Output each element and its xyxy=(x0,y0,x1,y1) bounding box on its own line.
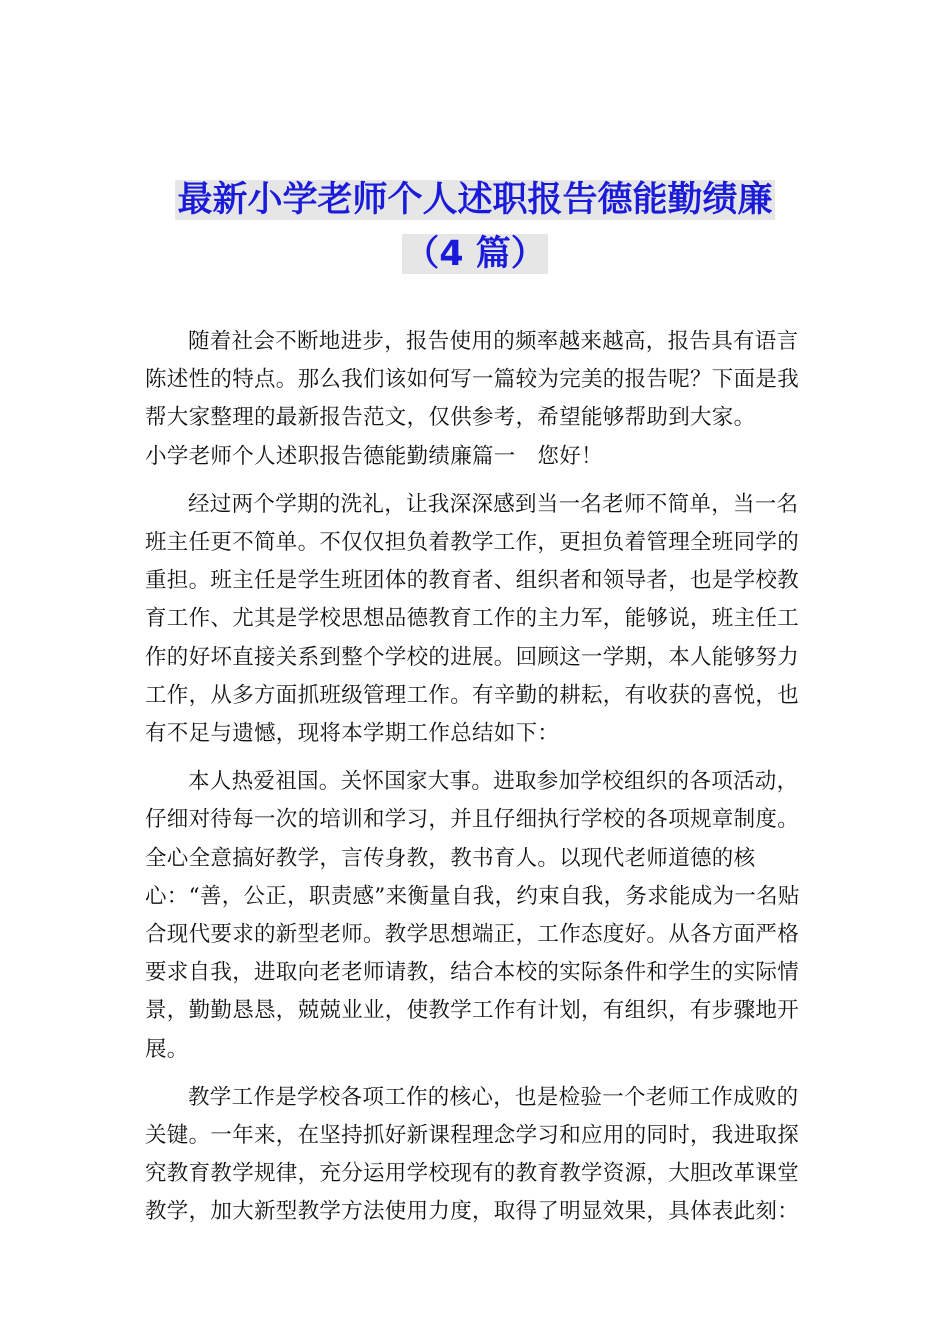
document-title-line-1 xyxy=(140,174,810,226)
paragraph-section-heading: 小学老师个人述职报告德能勤绩廉篇一 您好！ xyxy=(145,443,603,469)
document-title-line-2 xyxy=(140,228,810,280)
title-text-2: （4 篇） xyxy=(404,234,546,274)
title-text-1: 最新小学老师个人述职报告德能勤绩廉 xyxy=(177,180,773,220)
paragraph-body-2: 本人热爱祖国。关怀国家大事。进取参加学校组织的各项活动，仔细对待每一次的培训和学习，并且仔细执行学校的各项规章制度。全心全意搞好教学，言传身教，教书育人。以现代老师道德的核心：“善，公正，职责感”来衡量自我，约束自我，务求能成为一名贴合现代要求的新型老师。教学思想端正，工作态度好。从各方面严格要求自我，进取向老老师请教，结合本校的实际条件和学生的实际情景，勤勤恳恳，兢兢业业，使教学工作有计划，有组织，有步骤地开展。 xyxy=(145,769,800,1062)
paragraph-body-3: 教学工作是学校各项工作的核心，也是检验一个老师工作成败的关键。一年来，在坚持抓好新课程理念学习和应用的同时，我进取探究教育教学规律，充分运用学校现有的教育教学资源，大胆改革课堂教学，加大新型教学方法使用力度，取得了明显效果，具体表此刻： xyxy=(145,1084,800,1225)
paragraph-intro: 随着社会不断地进步，报告使用的频率越来越高，报告具有语言陈述性的特点。那么我们该如何写一篇较为完美的报告呢？下面是我帮大家整理的最新报告范文，仅供参考，希望能够帮助到大家。 xyxy=(145,329,800,431)
document-body xyxy=(145,323,810,1232)
paragraph-body-1: 经过两个学期的洗礼，让我深深感到当一名老师不简单，当一名班主任更不简单。不仅仅担负着教学工作，更担负着管理全班同学的重担。班主任是学生班团体的教育者、组织者和领导者，也是学校教育工作、尤其是学校思想品德教育工作的主力军，能够说，班主任工作的好坏直接关系到整个学校的进展。回顾这一学期，本人能够努力工作，从多方面抓班级管理工作。有辛勤的耕耘，有收获的喜悦，也有不足与遗憾，现将本学期工作总结如下： xyxy=(145,491,800,747)
